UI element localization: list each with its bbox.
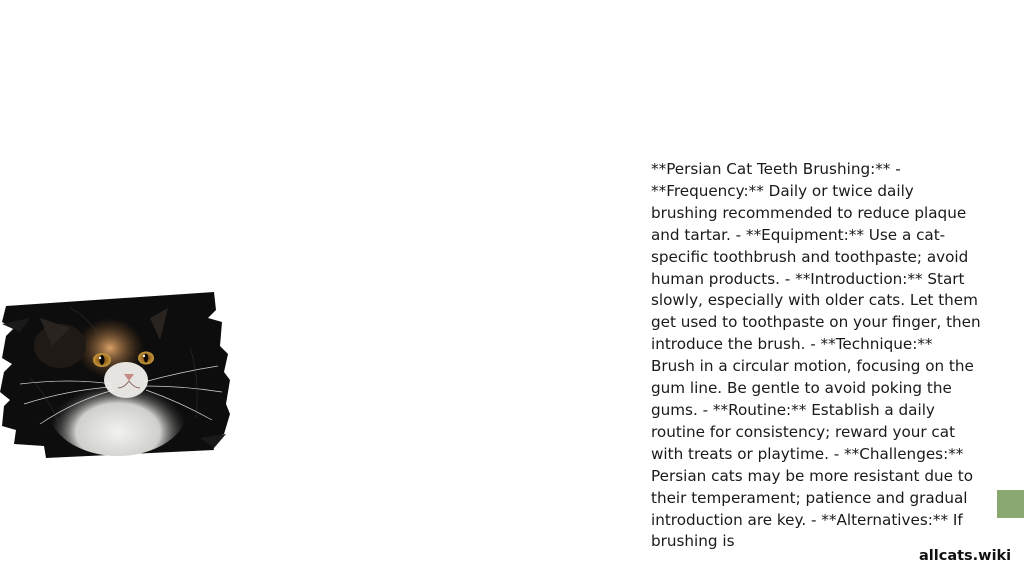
article-body: **Persian Cat Teeth Brushing:** - **Frequency:** Daily or twice daily brushing recommended to reduce plaque and tartar. - **Equipment:** Use a cat-specific toothbrush and toothpaste; avoid human products. - **Introduction:** Start slowly, especially with older cats. Let them get used to toothpaste on your finger, then introduce the brush. - **Technique:** Brush in a circular motion, focusing on the gum line. Be gentle to avoid poking the gums. - **Routine:** Establish a daily routine for consistency; reward your cat with treats or playtime. - **Challenges:** Persian cats may be more resistant due to their temperament; patience and gradual introduction are key. - **Alternatives:** If brushing is xyxy=(651,160,981,551)
cat-photo-graphic xyxy=(0,288,232,460)
accent-square xyxy=(997,490,1024,518)
site-brand: allcats.wiki xyxy=(917,546,1014,566)
cat-photo xyxy=(0,288,232,460)
